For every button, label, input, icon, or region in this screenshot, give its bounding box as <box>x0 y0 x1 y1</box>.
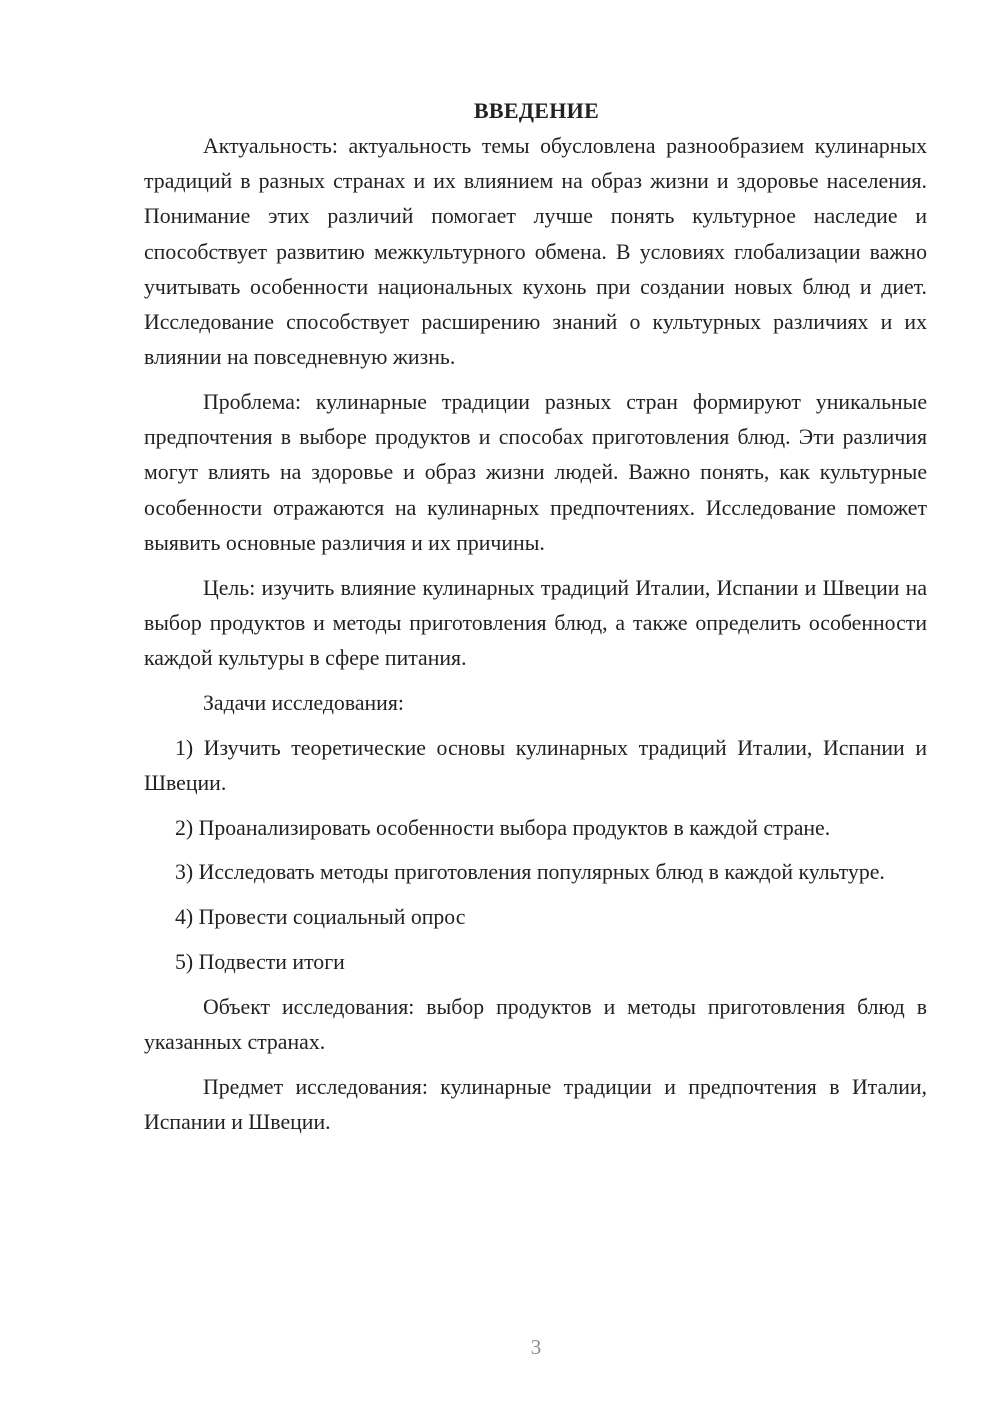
document-page <box>144 93 927 1150</box>
paragraph-object: Объект исследования: выбор продуктов и методы приготовления блюд в указанных странах. <box>144 994 927 1055</box>
page-number: 3 <box>530 1335 542 1359</box>
paragraph-goal: Цель: изучить влияние кулинарных традиций Италии, Испании и Швеции на выбор продуктов и методы приготовления блюд, а также определить особенности каждой культуры в сфере питания. <box>144 575 927 671</box>
task-item-4: 4) Провести социальный опрос <box>175 905 466 930</box>
task-item-3: 3) Исследовать методы приготовления популярных блюд в каждой культуре. <box>175 860 885 885</box>
task-item-1: 1) Изучить теоретические основы кулинарных традиций Италии, Испании и Швеции. <box>144 735 927 795</box>
paragraph-tasks-heading: Задачи исследования: <box>203 690 404 715</box>
task-item-2: 2) Проанализировать особенности выбора продуктов в каждой стране. <box>175 815 831 840</box>
task-item-5: 5) Подвести итоги <box>175 950 345 975</box>
paragraph-problem: Проблема: кулинарные традиции разных стран формируют уникальные предпочтения в выборе продуктов и способах приготовления блюд. Эти различия могут влиять на здоровье и образ жизни людей. Важно понять, как культурные особенности отражаются на кулинарных предпочтениях. Исследование поможет выявить основные различия и их причины. <box>144 390 927 555</box>
paragraph-subject: Предмет исследования: кулинарные традиции и предпочтения в Италии, Испании и Швеции. <box>144 1074 927 1135</box>
section-title: ВВЕДЕНИЕ <box>473 98 600 123</box>
paragraph-relevance: Актуальность: актуальность темы обусловлена разнообразием кулинарных традиций в разных странах и их влиянием на образ жизни и здоровье населения. Понимание этих различий помогает лучше понять культурное наследие и способствует развитию межкультурного обмена. В условиях глобализации важно учитывать особенности национальных кухонь при создании новых блюд и диет. Исследование способствует расширению знаний о культурных различиях и их влиянии на повседневную жизнь. <box>144 134 927 370</box>
